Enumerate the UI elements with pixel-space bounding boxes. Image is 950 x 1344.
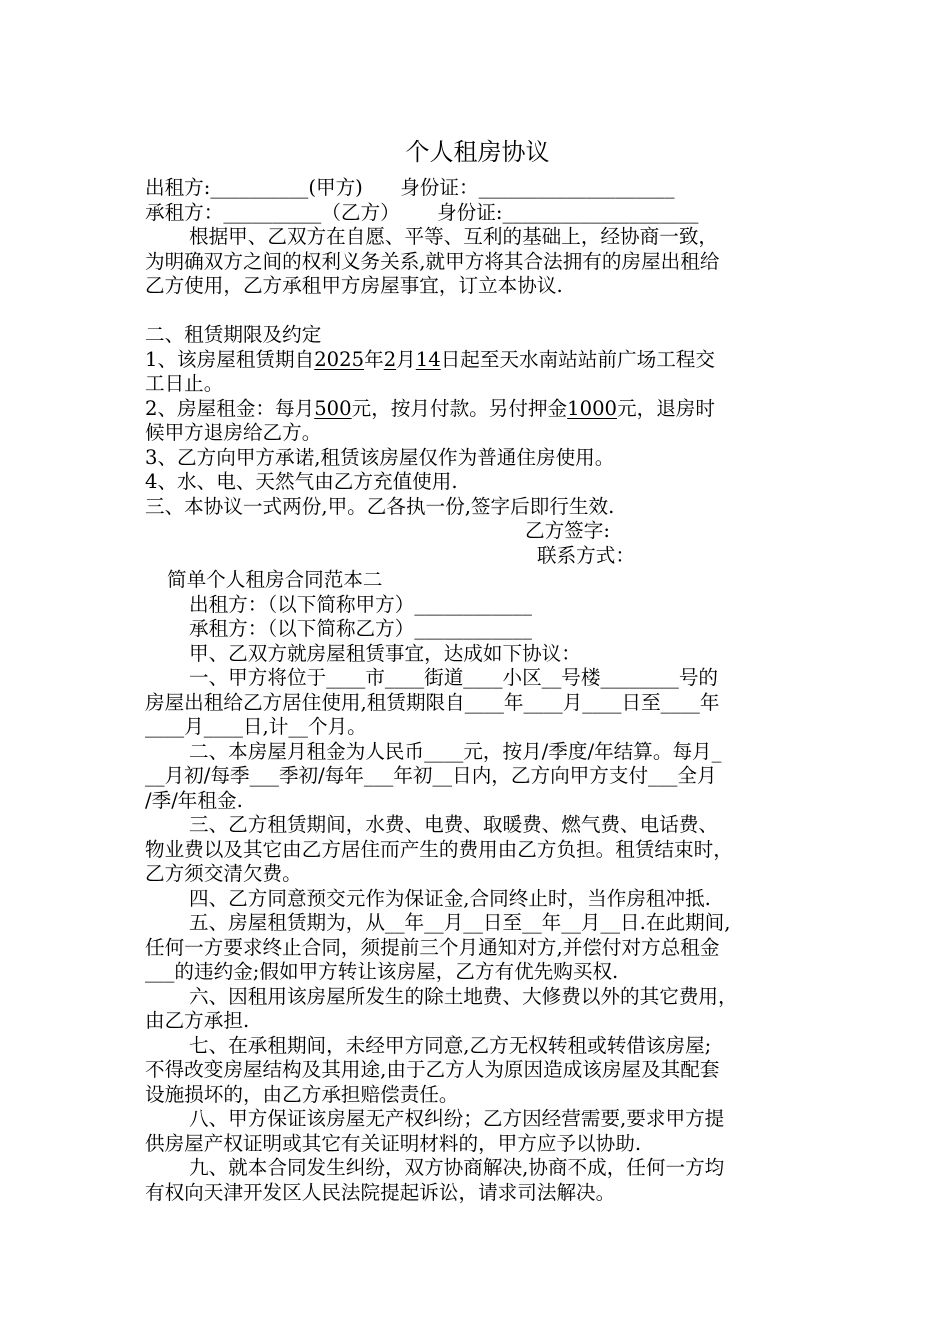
clause-line: 一、甲方将位于____市____街道____小区__号楼________号的 [189,666,719,689]
clause-line: 由乙方承担. [145,1009,250,1032]
term-line-2: 工日止。 [145,372,224,395]
intro-line-1: 根据甲、乙双方在自愿、平等、互利的基础上，经协商一致， [189,225,719,248]
section-2-heading: 二、租赁期限及约定 [145,323,322,346]
term-text: 月 [396,347,416,371]
party-b-signature: 乙方签字: [525,519,610,542]
intro-line-2: 为明确双方之间的权利义务关系,就甲方将其合法拥有的房屋出租给 [145,249,720,273]
clause-line: 供房屋产权证明或其它有关证明材料的，甲方应予以协助. [145,1131,642,1155]
sample-2-title: 简单个人租房合同范本二 [167,568,383,591]
deposit-amount: 1000 [567,396,618,420]
clause-line: 甲、乙双方就房屋租赁事宜，达成如下协议： [189,641,581,665]
clause-line: 二、本房屋月租金为人民币____元，按月/季度/年结算。每月_ [189,739,722,763]
clause-line: ____月____日,计__个月。 [145,715,367,738]
sample-2-lessor: 出租方：（以下简称甲方）____________ [189,592,532,616]
clause-line: 不得改变房屋结构及其用途,由于乙方人为原因造成该房屋及其配套 [145,1058,720,1081]
clause-line: 九、就本合同发生纠纷，双方协商解决,协商不成，任何一方均 [189,1156,725,1179]
clause-line: ___的违约金;假如甲方转让该房屋，乙方有优先购买权. [145,960,619,983]
clause-line: 任何一方要求终止合同，须提前三个月通知对方,并偿付对方总租金 [145,935,720,959]
rent-line-2: 候甲方退房给乙方。 [145,421,322,444]
rent-line [145,397,810,422]
document-title: 个人租房协议 [405,138,550,166]
item-4: 4、水、电、天然气由乙方充值使用. [145,470,458,493]
clause-line: 四、乙方同意预交元作为保证金,合同终止时，当作房租冲抵. [189,886,711,910]
lessee-line: 承租方：__________（乙方） 身份证:____________________ [145,200,699,224]
contract-page [145,128,810,1205]
clause-line: __月初/每季___季初/每年___年初__日内，乙方向甲方支付___全月 [145,764,717,787]
clause-line: /季/年租金. [145,788,243,812]
rent-text: 元，退房时 [617,396,715,420]
rent-text: 元，按月付款。另付押金 [351,396,568,420]
term-month: 2 [383,347,397,371]
party-b-contact: 联系方式： [537,543,635,567]
sample-2-body [145,642,810,1206]
clause-line: 六、因租用该房屋所发生的除土地费、大修费以外的其它费用， [189,984,738,1008]
house-address-line [145,299,810,324]
signature-row [145,519,810,544]
term-year: 2025 [314,347,365,371]
rent-text: 2、房屋租金：每月 [145,396,315,420]
clause-line: 五、房屋租赁期为，从__年__月__日至__年__月__日.在此期间, [189,911,731,934]
lessor-line: 出租方:__________(甲方) 身份证：____________________ [145,176,675,199]
intro-line-3: 乙方使用，乙方承租甲方房屋事宜，订立本协议. [145,274,563,297]
clause-line: 七、在承租期间，未经甲方同意,乙方无权转租或转借该房屋; [189,1033,712,1057]
clause-line: 房屋出租给乙方居住使用,租赁期限自____年____月____日至____年 [145,690,720,714]
clause-line: 有权向天津开发区人民法院提起诉讼，请求司法解决。 [145,1180,616,1204]
clause-line: 三、乙方租赁期间，水费、电费、取暖费、燃气费、电话费、 [189,813,719,836]
item-3: 3、乙方向甲方承诺,租赁该房屋仅作为普通住房使用。 [145,445,615,469]
term-line [145,348,810,373]
section-3: 三、本协议一式两份,甲。乙各执一份,签字后即行生效. [145,494,615,518]
clause-line: 物业费以及其它由乙方居住而产生的费用由乙方负担。租赁结束时， [145,837,733,861]
term-text: 1、该房屋租赁期自 [145,347,315,371]
term-day: 14 [415,347,441,371]
clause-line: 八、甲方保证该房屋无产权纠纷；乙方因经营需要,要求甲方提 [189,1107,725,1130]
clause-line: 乙方须交清欠费。 [145,862,302,885]
term-text: 年 [364,347,384,371]
contact-row [145,544,810,569]
clause-line: 设施损坏的，由乙方承担赔偿责任。 [145,1082,459,1106]
term-text: 日起至天水南站站前广场工程交 [440,347,715,371]
monthly-rent: 500 [314,396,352,420]
sample-2-lessee: 承租方：（以下简称乙方）____________ [189,617,532,640]
